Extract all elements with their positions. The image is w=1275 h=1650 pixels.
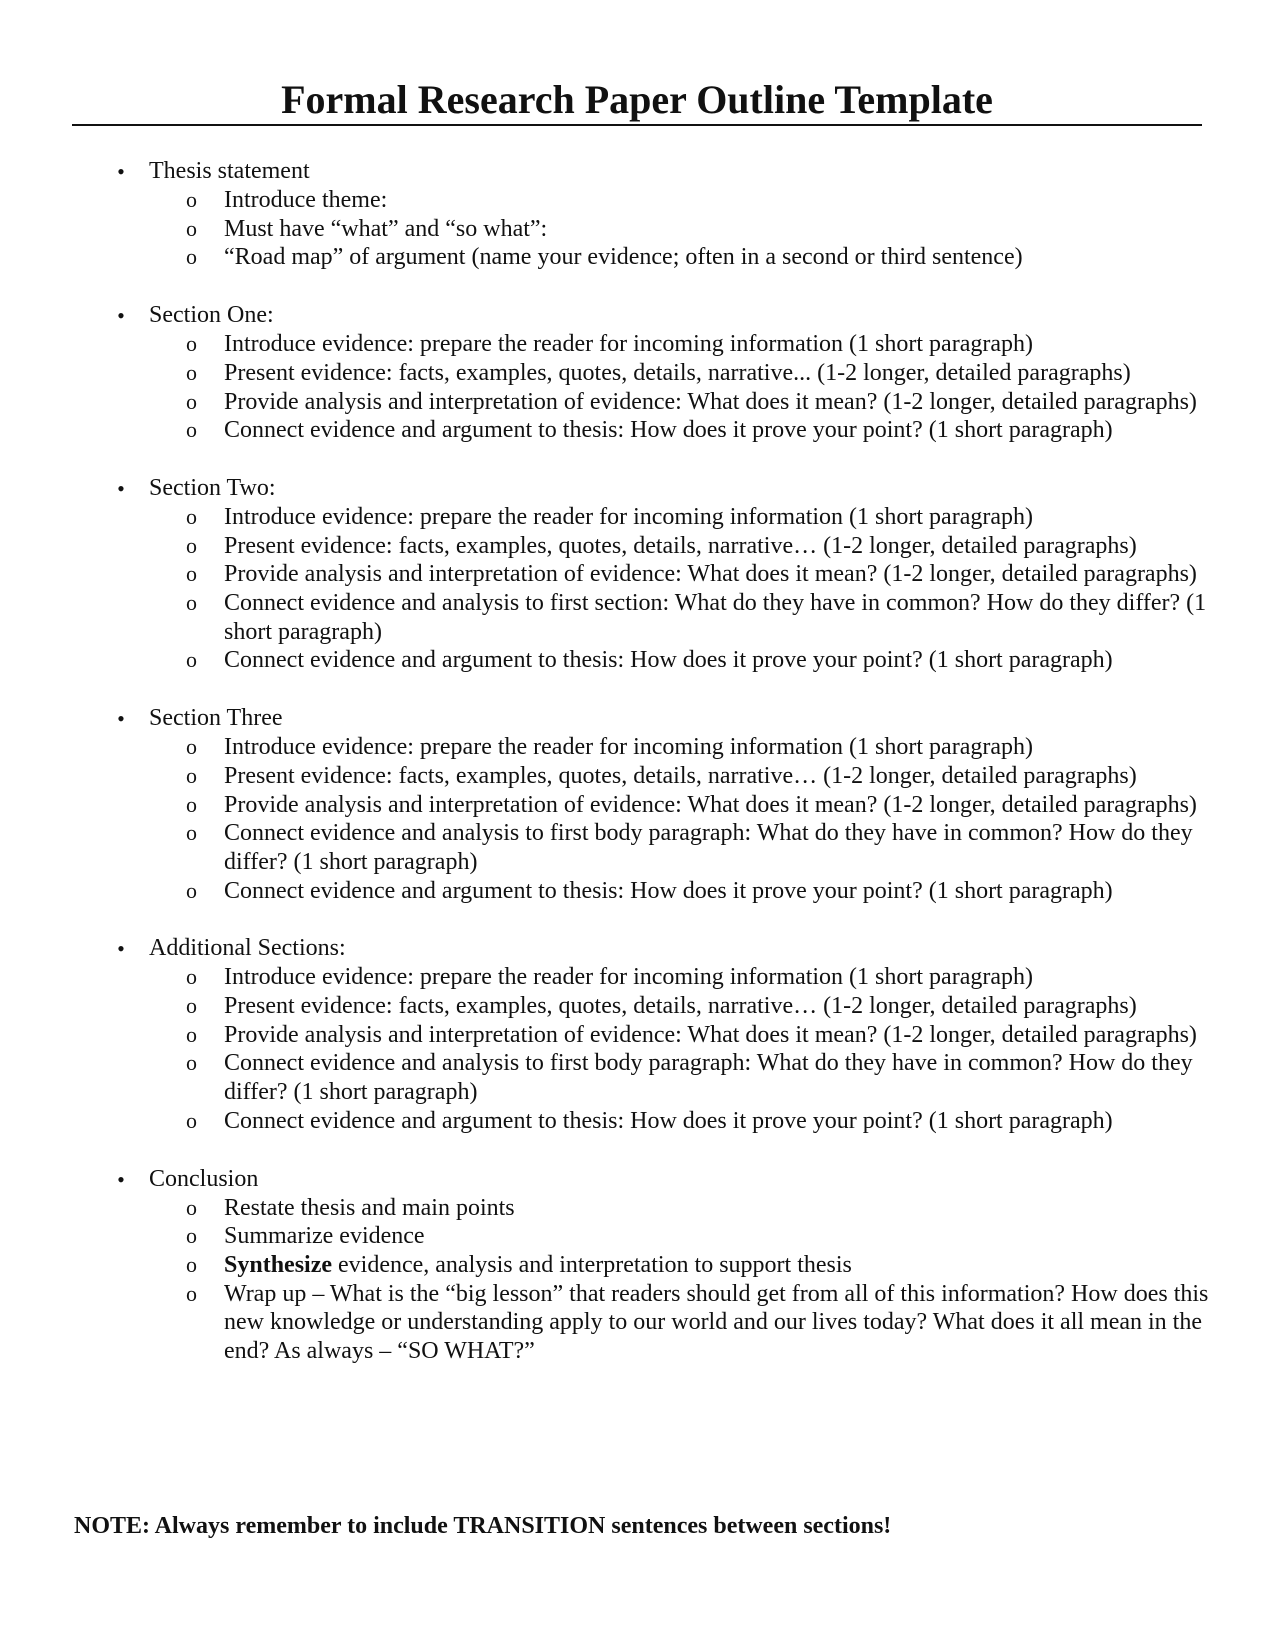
circle-bullet-icon: o bbox=[186, 388, 197, 414]
circle-bullet-icon: o bbox=[186, 359, 197, 385]
sub-list bbox=[0, 503, 1275, 675]
outline-list bbox=[0, 157, 1275, 1395]
list-item-text: Present evidence: facts, examples, quotes, details, narrative… (1-2 longer, detailed paragraphs) bbox=[224, 532, 1137, 559]
list-item-text: Provide analysis and interpretation of evidence: What does it mean? (1-2 longer, detailed paragraphs) bbox=[224, 388, 1197, 415]
outline-section bbox=[0, 1165, 1275, 1366]
section-heading bbox=[0, 157, 1275, 186]
list-item-text: Wrap up – What is the “big lesson” that readers should get from all of this information? How does this new knowledge or understanding apply to our world and our lives today? What does it all mean in the end? As always – “SO WHAT?” bbox=[224, 1280, 1209, 1365]
circle-bullet-icon: o bbox=[186, 244, 197, 270]
bullet-icon: • bbox=[117, 303, 125, 329]
outline-section bbox=[0, 301, 1275, 445]
section-heading-text: Additional Sections: bbox=[149, 935, 346, 962]
list-item bbox=[0, 416, 1275, 445]
list-item-text: evidence, analysis and interpretation to support thesis bbox=[332, 1251, 852, 1278]
sub-list bbox=[0, 186, 1275, 272]
section-heading bbox=[0, 934, 1275, 963]
list-item-text: Connect evidence and analysis to first section: What do they have in common? How do they differ? (1 short paragraph) bbox=[224, 590, 1207, 645]
list-item bbox=[0, 532, 1275, 561]
circle-bullet-icon: o bbox=[186, 1223, 197, 1249]
sub-list bbox=[0, 963, 1275, 1135]
section-heading bbox=[0, 1165, 1275, 1194]
circle-bullet-icon: o bbox=[186, 1251, 197, 1277]
list-item-text: Introduce theme: bbox=[224, 187, 388, 213]
circle-bullet-icon: o bbox=[186, 734, 197, 760]
list-item-text: “Road map” of argument (name your evidence; often in a second or third sentence) bbox=[224, 244, 1023, 271]
list-item-text: Introduce evidence: prepare the reader for incoming information (1 short paragraph) bbox=[224, 331, 1033, 358]
outline-section bbox=[0, 474, 1275, 675]
bullet-icon: • bbox=[117, 706, 125, 732]
circle-bullet-icon: o bbox=[186, 503, 197, 529]
list-item bbox=[0, 388, 1275, 417]
sub-list bbox=[0, 330, 1275, 445]
list-item-text: Connect evidence and analysis to first body paragraph: What do they have in common? How do they differ? (1 short paragraph) bbox=[224, 820, 1193, 875]
list-item-text: Connect evidence and analysis to first body paragraph: What do they have in common? How do they differ? (1 short paragraph) bbox=[224, 1050, 1193, 1106]
list-item bbox=[0, 186, 1275, 215]
list-item bbox=[0, 359, 1275, 388]
list-item-text: Connect evidence and argument to thesis: How does it prove your point? (1 short paragraph) bbox=[224, 647, 1113, 674]
circle-bullet-icon: o bbox=[186, 762, 197, 788]
list-item bbox=[0, 560, 1275, 589]
list-item bbox=[0, 1021, 1275, 1050]
section-heading-text: Section Two: bbox=[149, 474, 276, 501]
bullet-icon: • bbox=[117, 159, 125, 184]
section-heading-text: Section One: bbox=[149, 302, 274, 329]
list-item bbox=[0, 646, 1275, 675]
circle-bullet-icon: o bbox=[186, 1280, 197, 1306]
list-item bbox=[0, 992, 1275, 1021]
list-item bbox=[0, 1049, 1275, 1106]
section-heading bbox=[0, 474, 1275, 503]
bullet-icon: • bbox=[117, 475, 125, 501]
list-item-text: Introduce evidence: prepare the reader for incoming information (1 short paragraph) bbox=[224, 503, 1033, 530]
circle-bullet-icon: o bbox=[186, 820, 197, 846]
circle-bullet-icon: o bbox=[186, 791, 197, 817]
list-item-text: Summarize evidence bbox=[224, 1223, 425, 1250]
list-item bbox=[0, 503, 1275, 532]
section-heading-text: Conclusion bbox=[149, 1165, 259, 1192]
circle-bullet-icon: o bbox=[186, 964, 197, 990]
page-title: Formal Research Paper Outline Template bbox=[281, 77, 993, 122]
list-item bbox=[0, 1194, 1275, 1223]
list-item bbox=[0, 1280, 1275, 1366]
title-underline bbox=[72, 124, 1202, 126]
list-item bbox=[0, 733, 1275, 762]
circle-bullet-icon: o bbox=[186, 532, 197, 558]
list-item-text: Present evidence: facts, examples, quotes, details, narrative... (1-2 longer, detailed paragraphs) bbox=[224, 359, 1131, 386]
list-item-text: Present evidence: facts, examples, quotes, details, narrative… (1-2 longer, detailed paragraphs) bbox=[224, 993, 1137, 1020]
circle-bullet-icon: o bbox=[186, 1021, 197, 1047]
list-item bbox=[0, 791, 1275, 820]
list-item-text: Connect evidence and argument to thesis: How does it prove your point? (1 short paragraph) bbox=[224, 877, 1113, 904]
sub-list bbox=[0, 733, 1275, 905]
list-item bbox=[0, 963, 1275, 992]
section-heading bbox=[0, 704, 1275, 733]
circle-bullet-icon: o bbox=[186, 417, 197, 443]
list-item-text: Present evidence: facts, examples, quotes, details, narrative… (1-2 longer, detailed paragraphs) bbox=[224, 762, 1137, 789]
circle-bullet-icon: o bbox=[186, 993, 197, 1019]
list-item-text: Provide analysis and interpretation of evidence: What does it mean? (1-2 longer, detailed paragraphs) bbox=[224, 1021, 1197, 1048]
list-item bbox=[0, 215, 1275, 244]
sub-list bbox=[0, 1194, 1275, 1366]
bullet-icon: • bbox=[117, 936, 125, 962]
circle-bullet-icon: o bbox=[186, 1050, 197, 1076]
list-item bbox=[0, 1107, 1275, 1136]
transition-note: NOTE: Always remember to include TRANSITION sentences between sections! bbox=[74, 1513, 892, 1539]
list-item-text: Provide analysis and interpretation of evidence: What does it mean? (1-2 longer, detailed paragraphs) bbox=[224, 561, 1197, 588]
list-item bbox=[0, 1222, 1275, 1251]
list-item-text: Introduce evidence: prepare the reader for incoming information (1 short paragraph) bbox=[224, 964, 1033, 991]
list-item-text: Provide analysis and interpretation of evidence: What does it mean? (1-2 longer, detailed paragraphs) bbox=[224, 791, 1197, 818]
circle-bullet-icon: o bbox=[186, 647, 197, 673]
section-heading-text: Section Three bbox=[149, 705, 283, 732]
section-heading bbox=[0, 301, 1275, 330]
list-item-text: Introduce evidence: prepare the reader for incoming information (1 short paragraph) bbox=[224, 734, 1033, 761]
list-item-text: Must have “what” and “so what”: bbox=[224, 215, 548, 242]
list-item bbox=[0, 877, 1275, 906]
list-item-text: Restate thesis and main points bbox=[224, 1194, 515, 1221]
list-item bbox=[0, 589, 1275, 646]
emphasis-text: Synthesize bbox=[224, 1251, 332, 1278]
list-item bbox=[0, 330, 1275, 359]
list-item bbox=[0, 1251, 1275, 1280]
circle-bullet-icon: o bbox=[186, 215, 197, 241]
outline-section bbox=[0, 704, 1275, 905]
circle-bullet-icon: o bbox=[186, 561, 197, 587]
circle-bullet-icon: o bbox=[186, 1194, 197, 1220]
circle-bullet-icon: o bbox=[186, 331, 197, 357]
list-item-text: Connect evidence and argument to thesis: How does it prove your point? (1 short paragraph) bbox=[224, 417, 1113, 444]
circle-bullet-icon: o bbox=[186, 187, 197, 212]
section-heading-text: Thesis statement bbox=[149, 158, 310, 184]
outline-section bbox=[0, 157, 1275, 272]
list-item bbox=[0, 819, 1275, 876]
list-item bbox=[0, 243, 1275, 272]
bullet-icon: • bbox=[117, 1166, 125, 1192]
circle-bullet-icon: o bbox=[186, 877, 197, 903]
circle-bullet-icon: o bbox=[186, 590, 197, 616]
list-item-text: Connect evidence and argument to thesis: How does it prove your point? (1 short paragraph) bbox=[224, 1107, 1113, 1134]
list-item bbox=[0, 762, 1275, 791]
outline-section bbox=[0, 934, 1275, 1135]
circle-bullet-icon: o bbox=[186, 1107, 197, 1133]
